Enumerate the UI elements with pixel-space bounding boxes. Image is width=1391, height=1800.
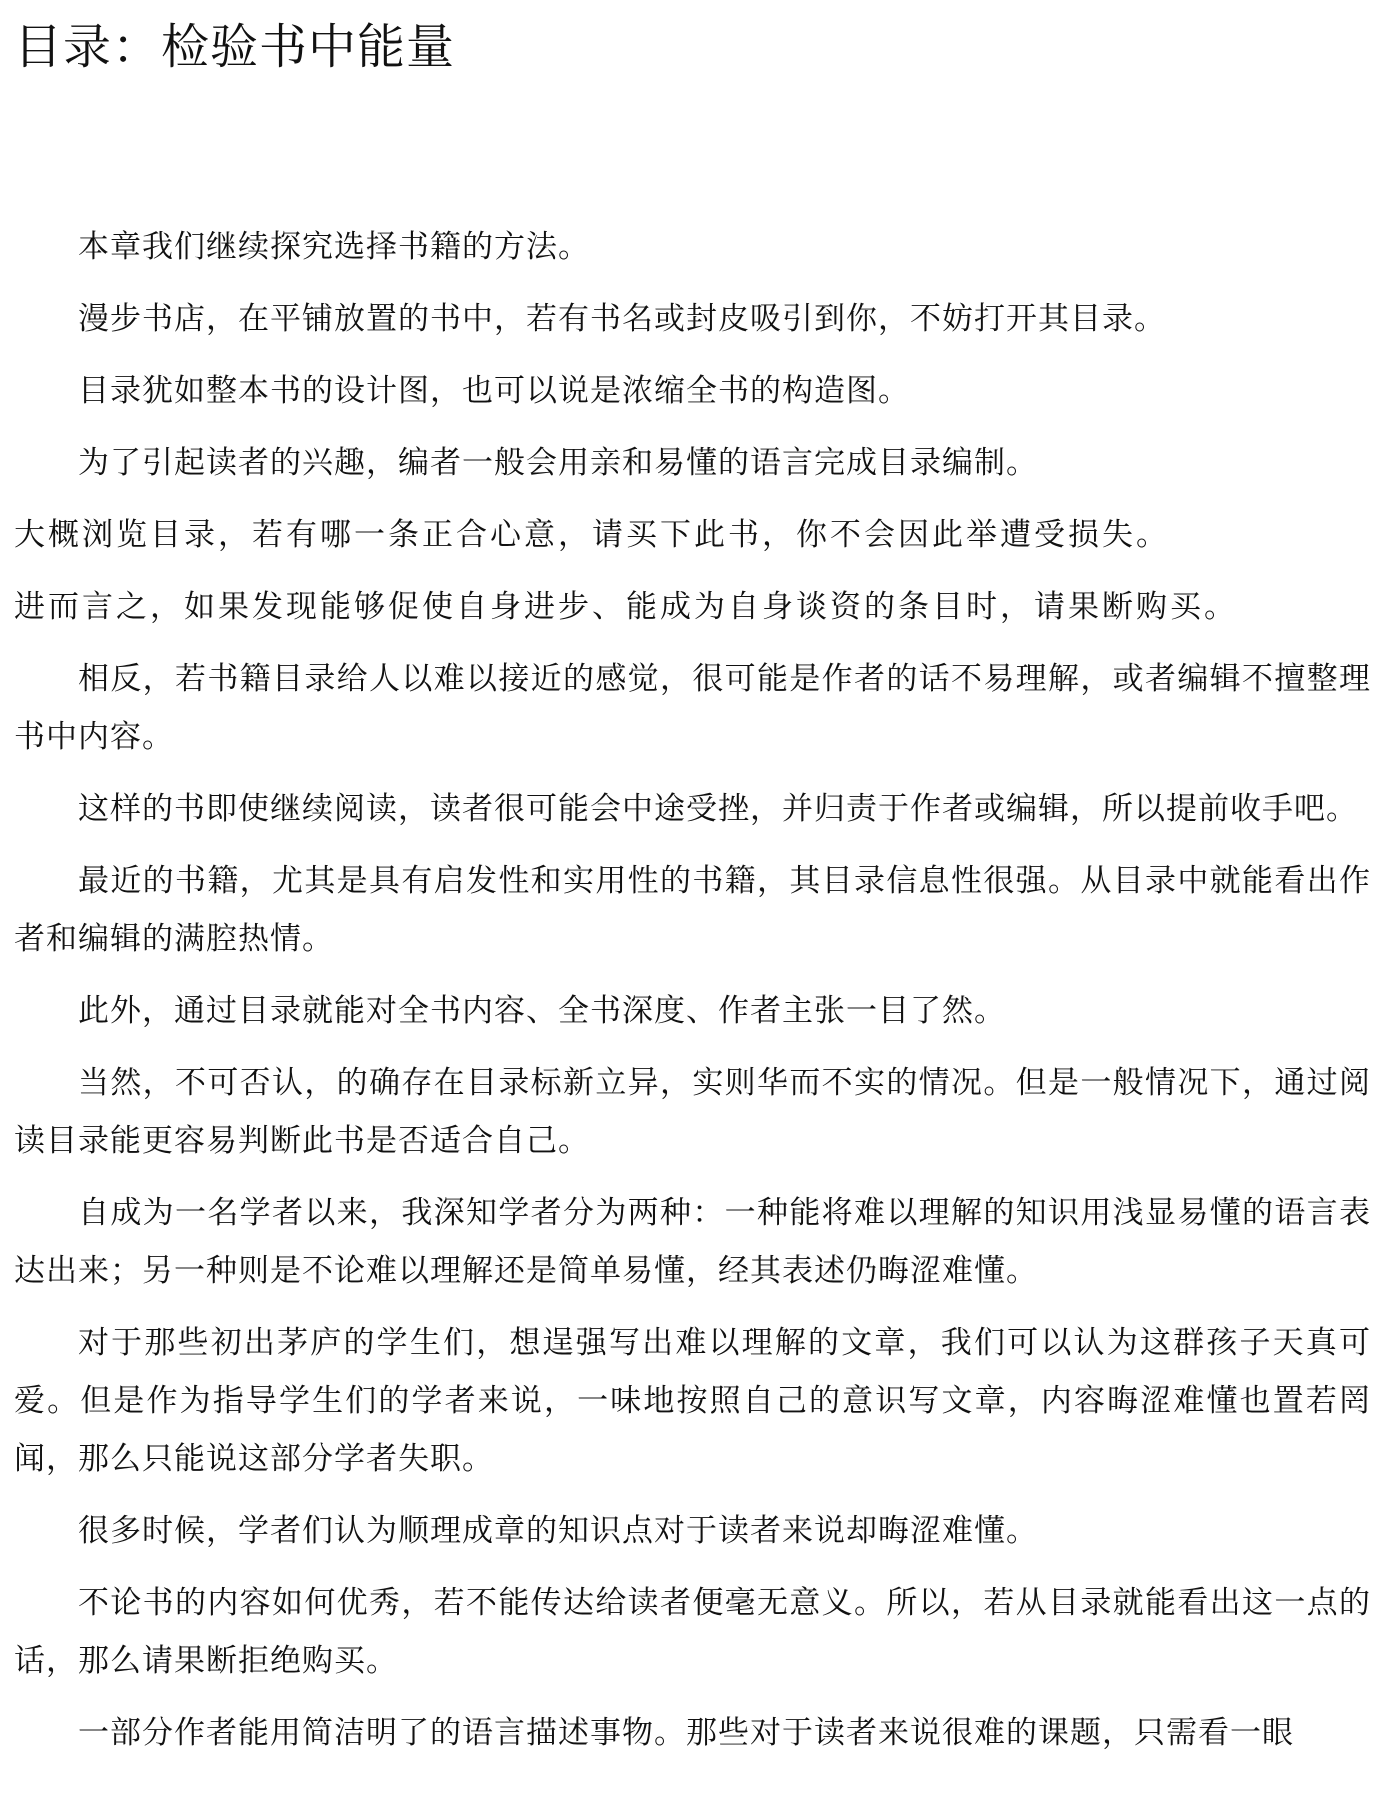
paragraph: 很多时候，学者们认为顺理成章的知识点对于读者来说却晦涩难懂。: [78, 1513, 1038, 1549]
paragraph: 这样的书即使继续阅读，读者很可能会中途受挫，并归责于作者或编辑，所以提前收手吧。: [78, 791, 1358, 827]
paragraph: 目录犹如整本书的设计图，也可以说是浓缩全书的构造图。: [78, 373, 910, 409]
paragraph: 大概浏览目录，若有哪一条正合心意，请买下此书，你不会因此举遭受损失。: [14, 517, 1170, 553]
paragraph: 一部分作者能用简洁明了的语言描述事物。那些对于读者来说很难的课题，只需看一眼: [78, 1715, 1294, 1751]
paragraph: 对于那些初出茅庐的学生们，想逞强写出难以理解的文章，我们可以认为这群孩子天真可爱。但是作为指导学生们的学者来说，一味地按照自己的意识写文章，内容晦涩难懂也置若罔闻，那么只能说这部分学者失职。: [14, 1325, 1371, 1477]
paragraph: 不论书的内容如何优秀，若不能传达给读者便毫无意义。所以，若从目录就能看出这一点的话，那么请果断拒绝购买。: [14, 1585, 1371, 1679]
paragraph: 为了引起读者的兴趣，编者一般会用亲和易懂的语言完成目录编制。: [78, 445, 1038, 481]
paragraph: 最近的书籍，尤其是具有启发性和实用性的书籍，其目录信息性很强。从目录中就能看出作者和编辑的满腔热情。: [14, 863, 1371, 957]
paragraph: 相反，若书籍目录给人以难以接近的感觉，很可能是作者的话不易理解，或者编辑不擅整理书中内容。: [14, 661, 1371, 755]
paragraph: 自成为一名学者以来，我深知学者分为两种：一种能将难以理解的知识用浅显易懂的语言表达出来；另一种则是不论难以理解还是简单易懂，经其表述仍晦涩难懂。: [14, 1195, 1371, 1289]
document-body: [14, 218, 1371, 1762]
paragraph: 此外，通过目录就能对全书内容、全书深度、作者主张一目了然。: [78, 993, 1006, 1029]
paragraph: 当然，不可否认，的确存在目录标新立异，实则华而不实的情况。但是一般情况下，通过阅读目录能更容易判断此书是否适合自己。: [14, 1065, 1371, 1159]
paragraph: 漫步书店，在平铺放置的书中，若有书名或封皮吸引到你，不妨打开其目录。: [78, 301, 1166, 337]
paragraph: 进而言之，如果发现能够促使自身进步、能成为自身谈资的条目时，请果断购买。: [14, 589, 1238, 625]
paragraph: 本章我们继续探究选择书籍的方法。: [78, 229, 590, 265]
page-title: 目录：检验书中能量: [14, 19, 456, 75]
